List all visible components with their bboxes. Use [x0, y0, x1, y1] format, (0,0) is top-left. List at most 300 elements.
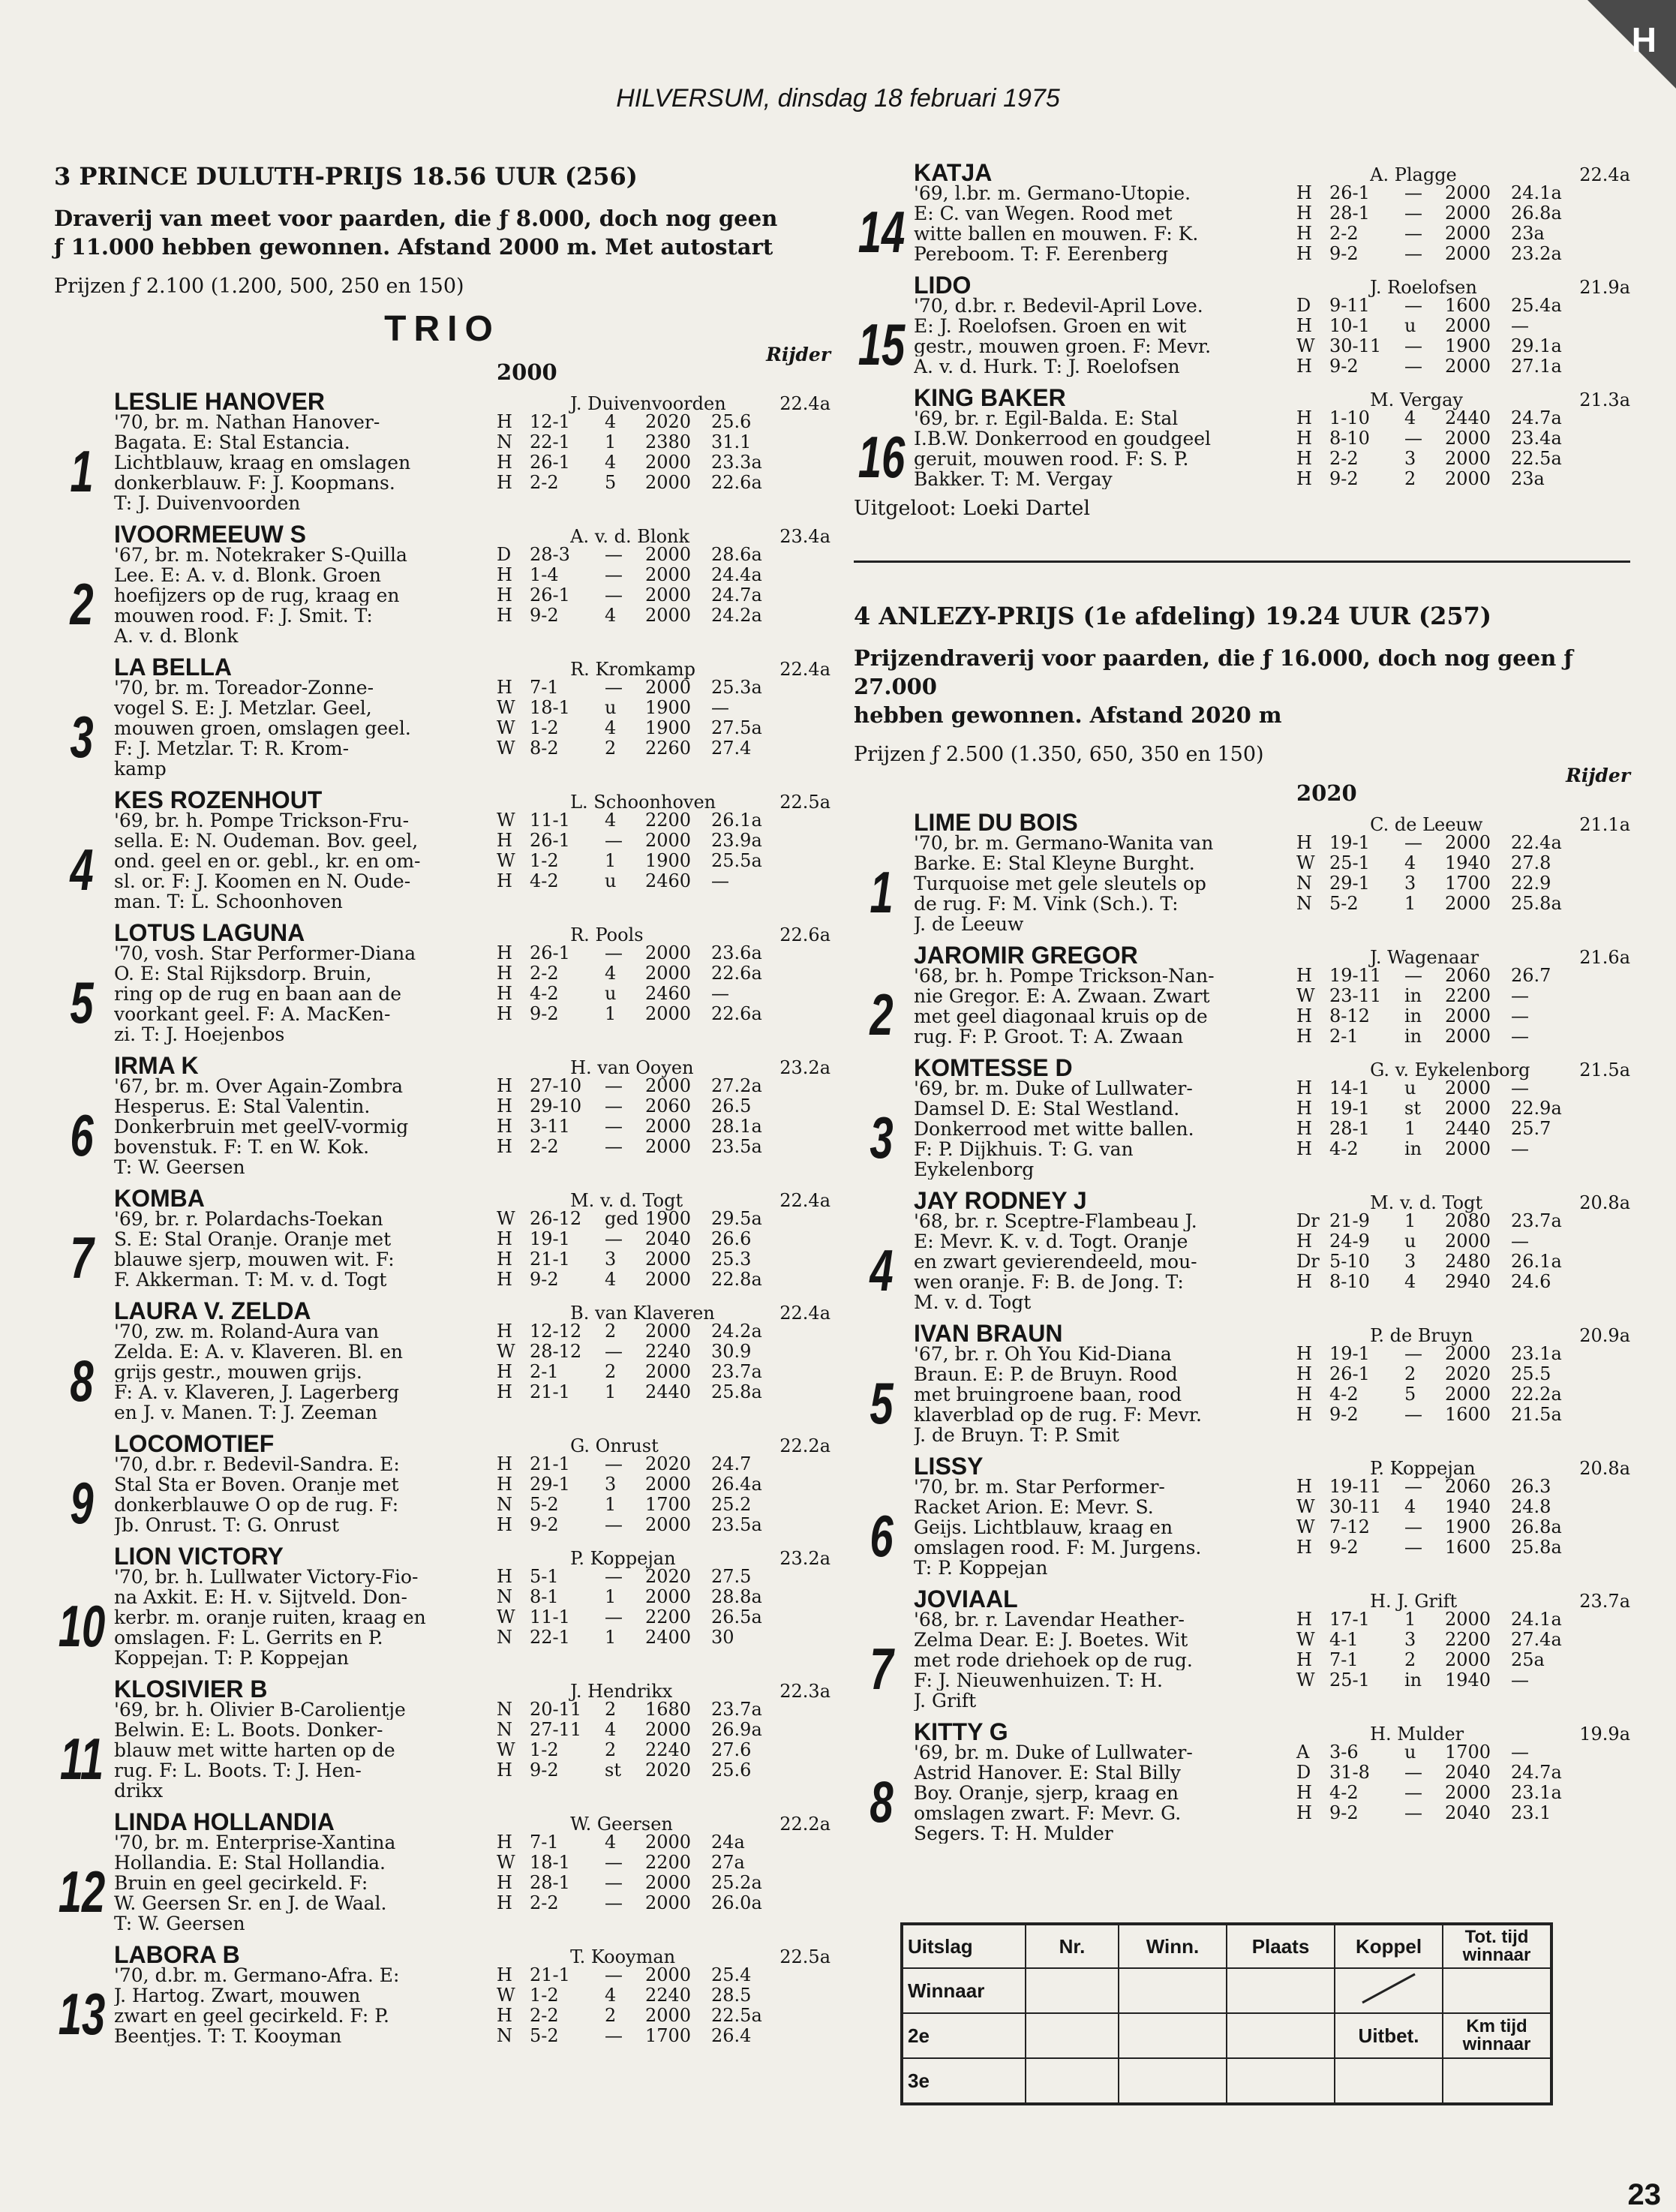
result-time: 25.5: [1511, 1363, 1551, 1384]
result-track: H: [497, 1003, 512, 1024]
result-track: H: [497, 1095, 512, 1117]
description-line: '70, d.br. r. Bedevil-Sandra. E:: [114, 1454, 400, 1474]
result-placing: —: [605, 1116, 623, 1137]
result-date: 19-1: [1329, 1098, 1370, 1119]
result-date: 4-2: [1329, 1782, 1359, 1803]
result-time: 22.9a: [1511, 1098, 1562, 1119]
result-date: 8-10: [1329, 1271, 1370, 1292]
result-row: [1296, 356, 1630, 377]
race3-condition-line: ƒ 11.000 hebben gewonnen. Afstand 2000 m. Met autostart: [54, 234, 773, 260]
result-distance: 2000: [645, 1964, 692, 1985]
form-row-label: 2e: [902, 2013, 1026, 2058]
result-placing: 2: [1404, 1649, 1416, 1670]
form-header: Koppel: [1335, 1924, 1443, 1968]
recent-results: [1296, 1742, 1630, 1844]
recent-results: [1296, 1609, 1630, 1711]
result-distance: 2000: [1445, 1005, 1491, 1026]
result-placing: 1: [605, 1381, 617, 1402]
description-line: Donkerrood met witte ballen.: [914, 1119, 1194, 1139]
recent-results: [1296, 1078, 1630, 1180]
horse-entry: [854, 272, 1630, 377]
right-column: [854, 159, 1630, 1851]
result-row: [1296, 1119, 1630, 1139]
result-date: 26-1: [530, 585, 570, 606]
record-time: 22.3a: [779, 1681, 830, 1702]
horse-name: JAY RODNEY J: [914, 1187, 1087, 1214]
result-time: 26.1a: [711, 810, 762, 831]
result-distance: 2000: [645, 1269, 692, 1290]
entry-header: [114, 388, 830, 415]
result-date: 9-2: [1329, 1802, 1359, 1823]
description-line: man. T: L. Schoonhoven: [114, 891, 343, 912]
description-line: '69, br. r. Egil-Balda. E: Stal: [914, 408, 1179, 428]
result-distance: 1600: [1445, 1537, 1491, 1558]
result-distance: 2000: [1445, 1231, 1491, 1252]
result-distance: 2440: [1445, 407, 1491, 428]
result-placing: 1: [605, 1003, 617, 1024]
result-placing: —: [1404, 965, 1422, 986]
result-time: 21.5a: [1511, 1404, 1562, 1425]
entry-header: [914, 1585, 1630, 1612]
description-line: omslagen rood. F: M. Jurgens.: [914, 1537, 1202, 1558]
entry-body: [114, 1321, 830, 1423]
result-distance: 2000: [1445, 243, 1491, 264]
result-row: [497, 545, 830, 565]
description-line: J. de Leeuw: [914, 914, 1024, 934]
result-row: [1296, 183, 1630, 203]
result-distance: 2000: [645, 1136, 692, 1157]
result-track: H: [1296, 1782, 1312, 1803]
result-track: H: [497, 963, 512, 984]
result-date: 26-1: [1329, 182, 1370, 203]
result-time: 23.2a: [1511, 243, 1562, 264]
result-distance: 2060: [1445, 965, 1491, 986]
result-distance: 2000: [645, 1892, 692, 1913]
result-time: 25.4: [711, 1964, 752, 1985]
horse-name: LOCOMOTIEF: [114, 1430, 275, 1457]
form-cell[interactable]: [1443, 1968, 1551, 2013]
result-distance: 2000: [645, 1321, 692, 1342]
result-time: 25.4a: [1511, 295, 1562, 316]
recent-results: [1296, 183, 1630, 264]
description-line: '70, br. m. Germano-Wanita van: [914, 833, 1214, 853]
record-time: 23.4a: [779, 526, 830, 547]
result-track: H: [497, 1832, 512, 1853]
result-row: [497, 963, 830, 984]
result-date: 9-2: [1329, 243, 1359, 264]
form-cell[interactable]: [1335, 2058, 1443, 2104]
result-time: —: [711, 983, 729, 1004]
description-line: J. Hartog. Zwart, mouwen: [114, 1985, 361, 2006]
horse-entry: [854, 1453, 1630, 1578]
description-line: voorkant geel. F: A. MacKen-: [114, 1004, 391, 1024]
recent-results: [1296, 1344, 1630, 1445]
result-row: [1296, 408, 1630, 428]
result-distance: 2000: [645, 585, 692, 606]
form-cell[interactable]: [1026, 2013, 1119, 2058]
horse-name: JOVIAAL: [914, 1585, 1018, 1612]
horse-description: [914, 408, 1296, 489]
start-number: 4: [870, 1237, 894, 1303]
result-placing: —: [1404, 182, 1422, 203]
description-line: kerbr. m. oranje ruiten, kraag en: [114, 1607, 426, 1627]
entry-header: [914, 1187, 1630, 1214]
horse-name: LISSY: [914, 1453, 984, 1480]
result-distance: 1900: [645, 850, 692, 871]
result-placing: —: [605, 1606, 623, 1627]
result-placing: —: [605, 1852, 623, 1873]
result-row: [1296, 428, 1630, 449]
description-line: Geijs. Lichtblauw, kraag en: [914, 1517, 1173, 1537]
result-form: [900, 1922, 1553, 2105]
result-track: H: [497, 1892, 512, 1913]
result-time: 26.8a: [1511, 203, 1562, 224]
result-date: 1-2: [530, 1739, 559, 1760]
result-time: 23.4a: [1511, 428, 1562, 449]
result-time: 24.6: [1511, 1271, 1551, 1292]
result-time: 27.5: [711, 1566, 752, 1587]
result-track: W: [497, 1739, 515, 1760]
result-distance: 2000: [645, 564, 692, 585]
result-row: [497, 473, 830, 493]
result-time: 23.5a: [711, 1136, 762, 1157]
result-time: 25.7: [1511, 1118, 1551, 1139]
result-row: [497, 1495, 830, 1515]
result-placing: —: [1404, 223, 1422, 244]
result-row: [497, 1270, 830, 1290]
result-row: [497, 678, 830, 698]
result-placing: —: [1404, 428, 1422, 449]
horse-description: [114, 1454, 497, 1535]
description-line: E: C. van Wegen. Rood met: [914, 203, 1173, 224]
result-row: [497, 1587, 830, 1607]
result-distance: 2200: [645, 1606, 692, 1627]
result-date: 9-2: [1329, 356, 1359, 377]
form-cell[interactable]: [1227, 2058, 1335, 2104]
result-date: 1-2: [530, 850, 559, 871]
record-time: 23.7a: [1579, 1591, 1630, 1612]
driver-name: P. Koppejan: [570, 1548, 676, 1569]
horse-entry: [54, 1185, 830, 1290]
entry-body: [914, 1609, 1630, 1711]
result-track: H: [497, 1514, 512, 1535]
result-row: [497, 2006, 830, 2026]
result-row: [1296, 1497, 1630, 1517]
result-time: 25.6: [711, 1760, 752, 1781]
result-placing: —: [1404, 356, 1422, 377]
result-date: 11-1: [530, 810, 570, 831]
result-date: 18-1: [530, 1852, 570, 1873]
driver-name: G. Onrust: [570, 1435, 659, 1456]
result-placing: u: [1404, 1742, 1416, 1763]
result-row: [497, 1249, 830, 1270]
start-number: 16: [858, 424, 906, 490]
result-time: 26.4a: [711, 1474, 762, 1495]
horse-name: KING BAKER: [914, 384, 1066, 411]
start-number: 2: [870, 981, 894, 1047]
result-time: 22.5a: [1511, 448, 1562, 469]
result-row: [1296, 1139, 1630, 1159]
result-distance: 2040: [645, 1228, 692, 1249]
description-line: '69, br. h. Olivier B-Carolientje: [114, 1700, 406, 1720]
result-row: [497, 1229, 830, 1249]
horse-description: [914, 183, 1296, 264]
race3-entries: [54, 388, 830, 2046]
entry-header: [914, 384, 1630, 411]
result-placing: —: [605, 1136, 623, 1157]
result-date: 1-10: [1329, 407, 1370, 428]
result-distance: 2000: [1445, 1782, 1491, 1803]
race4-condition-line: hebben gewonnen. Afstand 2020 m: [854, 702, 1282, 728]
result-distance: 1900: [1445, 335, 1491, 356]
result-track: Dr: [1296, 1251, 1320, 1272]
result-row: [1296, 1742, 1630, 1763]
form-cell[interactable]: [1227, 2013, 1335, 2058]
record-time: 23.2a: [779, 1057, 830, 1078]
result-distance: 2440: [1445, 1118, 1491, 1139]
result-row: [1296, 336, 1630, 356]
result-time: 25.2a: [711, 1872, 762, 1893]
result-placing: —: [1404, 1343, 1422, 1364]
entry-body: [914, 1078, 1630, 1180]
result-placing: 3: [1404, 1629, 1416, 1650]
result-distance: 2000: [645, 1832, 692, 1853]
description-line: Jb. Onrust. T: G. Onrust: [114, 1515, 339, 1535]
recent-results: [1296, 408, 1630, 489]
result-distance: 1940: [1445, 852, 1491, 873]
form-cell[interactable]: [1119, 2013, 1227, 2058]
result-placing: —: [1404, 295, 1422, 316]
result-date: 21-1: [530, 1453, 570, 1474]
result-time: 23.1: [1511, 1802, 1551, 1823]
entry-body: [914, 1344, 1630, 1445]
result-date: 9-2: [530, 605, 559, 626]
result-placing: 1: [605, 1627, 617, 1648]
result-row: [497, 810, 830, 831]
result-row: [497, 565, 830, 585]
result-placing: in: [1404, 1026, 1422, 1047]
result-date: 21-9: [1329, 1210, 1370, 1231]
result-row: [1296, 853, 1630, 873]
result-row: [497, 851, 830, 871]
result-time: 22.6a: [711, 1003, 762, 1024]
race4-prizes: Prijzen ƒ 2.500 (1.350, 650, 350 en 150): [854, 743, 1264, 766]
record-time: 21.3a: [1579, 389, 1630, 410]
result-time: —: [1511, 1231, 1529, 1252]
result-time: 25.3: [711, 1249, 752, 1270]
horse-description: [114, 1965, 497, 2046]
result-date: 3-11: [530, 1116, 570, 1137]
description-line: Segers. T: H. Mulder: [914, 1823, 1113, 1844]
result-row: [1296, 224, 1630, 244]
description-line: ond. geel en or. gebl., kr. en om-: [114, 851, 421, 871]
form-uitbet-label: Uitbet.: [1335, 2013, 1443, 2058]
record-time: 22.4a: [1579, 164, 1630, 185]
description-line: T: J. Duivenvoorden: [114, 493, 301, 513]
result-track: H: [1296, 1649, 1312, 1670]
result-time: 24.7: [711, 1453, 752, 1474]
result-track: H: [1296, 1231, 1312, 1252]
result-distance: 1940: [1445, 1496, 1491, 1517]
description-line: '70, br. m. Enterprise-Xantina: [114, 1832, 396, 1853]
form-cell[interactable]: [1026, 2058, 1119, 2104]
description-line: omslagen zwart. F: Mevr. G.: [914, 1803, 1182, 1823]
result-track: H: [1296, 223, 1312, 244]
result-time: 26.9a: [711, 1719, 762, 1740]
description-line: '67, br. m. Over Again-Zombra: [114, 1076, 404, 1096]
result-placing: —: [605, 1566, 623, 1587]
description-line: gestr., mouwen groen. F: Mevr.: [914, 336, 1212, 356]
result-date: 4-2: [530, 870, 559, 891]
result-distance: 2000: [1445, 832, 1491, 853]
horse-name: LA BELLA: [114, 654, 233, 681]
recent-results: [497, 412, 830, 513]
description-line: na Axkit. E: H. v. Sijtveld. Don-: [114, 1587, 407, 1607]
form-cell[interactable]: [1119, 2058, 1227, 2104]
record-time: 20.8a: [1579, 1458, 1630, 1479]
result-placing: 3: [1404, 1251, 1416, 1272]
form-cell[interactable]: [1119, 1968, 1227, 2013]
result-time: 31.1: [711, 431, 752, 452]
result-track: H: [497, 942, 512, 963]
result-row: [497, 1474, 830, 1495]
result-time: 23.7a: [1511, 1210, 1562, 1231]
entry-header: [114, 521, 830, 548]
result-row: [497, 1454, 830, 1474]
entry-body: [114, 545, 830, 646]
description-line: geruit, mouwen rood. F: S. P.: [914, 449, 1189, 469]
result-track: H: [497, 677, 512, 698]
result-distance: 2020: [645, 1760, 692, 1781]
entry-header: [114, 1543, 830, 1570]
result-placing: —: [1404, 1516, 1422, 1537]
horse-entry: [854, 809, 1630, 934]
result-placing: ged: [605, 1208, 638, 1229]
result-placing: —: [1404, 1537, 1422, 1558]
entry-body: [114, 412, 830, 513]
horse-description: [114, 1076, 497, 1177]
result-distance: 1940: [1445, 1670, 1491, 1691]
driver-name: B. van Klaveren: [570, 1303, 715, 1324]
result-distance: 2000: [645, 677, 692, 698]
form-cell[interactable]: [1026, 1968, 1119, 2013]
result-placing: u: [605, 983, 617, 1004]
result-placing: 1: [1404, 1210, 1416, 1231]
recent-results: [1296, 296, 1630, 377]
result-placing: 3: [1404, 448, 1416, 469]
driver-name: T. Kooyman: [570, 1946, 676, 1967]
result-row: [497, 1853, 830, 1873]
result-time: 23.1a: [1511, 1782, 1562, 1803]
result-distance: 2000: [645, 1872, 692, 1893]
result-placing: —: [605, 1453, 623, 1474]
result-time: 23.1a: [1511, 1343, 1562, 1364]
result-date: 26-1: [530, 452, 570, 473]
result-time: 24.7a: [1511, 407, 1562, 428]
horse-entry: [854, 1187, 1630, 1312]
result-time: 25a: [1511, 1649, 1545, 1670]
entry-header: [114, 1676, 830, 1703]
result-date: 11-1: [530, 1606, 570, 1627]
description-line: '69, l.br. m. Germano-Utopie.: [914, 183, 1191, 203]
result-distance: 1900: [645, 1208, 692, 1229]
result-placing: 1: [605, 431, 617, 452]
result-row: [497, 1700, 830, 1720]
result-placing: in: [1404, 1670, 1422, 1691]
start-number: 9: [70, 1470, 94, 1536]
result-placing: —: [605, 564, 623, 585]
result-placing: 1: [605, 1586, 617, 1607]
horse-description: [114, 678, 497, 779]
result-row: [1296, 1344, 1630, 1364]
driver-name: R. Kromkamp: [570, 659, 696, 680]
result-row: [1296, 966, 1630, 986]
result-track: N: [497, 1719, 512, 1740]
result-placing: —: [1404, 335, 1422, 356]
description-line: nie Gregor. E: A. Zwaan. Zwart: [914, 986, 1210, 1006]
start-number: 10: [58, 1593, 106, 1659]
result-placing: 4: [1404, 1271, 1416, 1292]
result-placing: st: [1404, 1098, 1421, 1119]
description-line: F: P. Dijkhuis. T: G. van: [914, 1139, 1134, 1159]
description-line: Lichtblauw, kraag en omslagen: [114, 452, 411, 473]
result-track: N: [497, 1586, 512, 1607]
result-placing: —: [1404, 832, 1422, 853]
result-date: 10-1: [1329, 315, 1370, 336]
result-track: H: [1296, 1476, 1312, 1497]
result-distance: 1900: [645, 697, 692, 718]
result-row: [1296, 1272, 1630, 1292]
result-distance: 2000: [645, 1514, 692, 1535]
result-track: D: [1296, 1762, 1311, 1783]
result-row: [497, 432, 830, 452]
result-date: 4-2: [1329, 1138, 1359, 1159]
result-date: 19-1: [1329, 1343, 1370, 1364]
form-cell[interactable]: [1227, 1968, 1335, 2013]
result-row: [1296, 1405, 1630, 1425]
record-time: 22.5a: [779, 792, 830, 813]
result-placing: 4: [605, 1719, 617, 1740]
result-row: [1296, 1783, 1630, 1803]
result-row: [497, 1985, 830, 2006]
entry-body: [914, 296, 1630, 377]
result-date: 18-1: [530, 697, 570, 718]
horse-entry: [54, 919, 830, 1044]
result-row: [497, 1515, 830, 1535]
horse-name: IVOORMEEUW S: [114, 521, 307, 548]
result-date: 7-12: [1329, 1516, 1370, 1537]
result-distance: 2200: [1445, 1629, 1491, 1650]
start-number: 11: [59, 1726, 104, 1792]
horse-name: LIME DU BOIS: [914, 809, 1078, 836]
horse-name: KITTY G: [914, 1718, 1008, 1745]
result-date: 8-10: [1329, 428, 1370, 449]
result-track: H: [497, 1872, 512, 1893]
form-cell[interactable]: [1443, 2058, 1551, 2104]
result-time: 26.5: [711, 1095, 752, 1117]
result-track: H: [1296, 1363, 1312, 1384]
result-time: 30.9: [711, 1341, 752, 1362]
start-number: 6: [70, 1102, 94, 1168]
result-date: 21-1: [530, 1964, 570, 1985]
result-track: H: [1296, 407, 1312, 428]
result-track: W: [1296, 1516, 1315, 1537]
horse-description: [914, 1742, 1296, 1844]
result-placing: —: [605, 544, 623, 565]
start-number: 15: [858, 311, 906, 377]
result-date: 1-2: [530, 1985, 559, 2006]
result-row: [1296, 1609, 1630, 1630]
